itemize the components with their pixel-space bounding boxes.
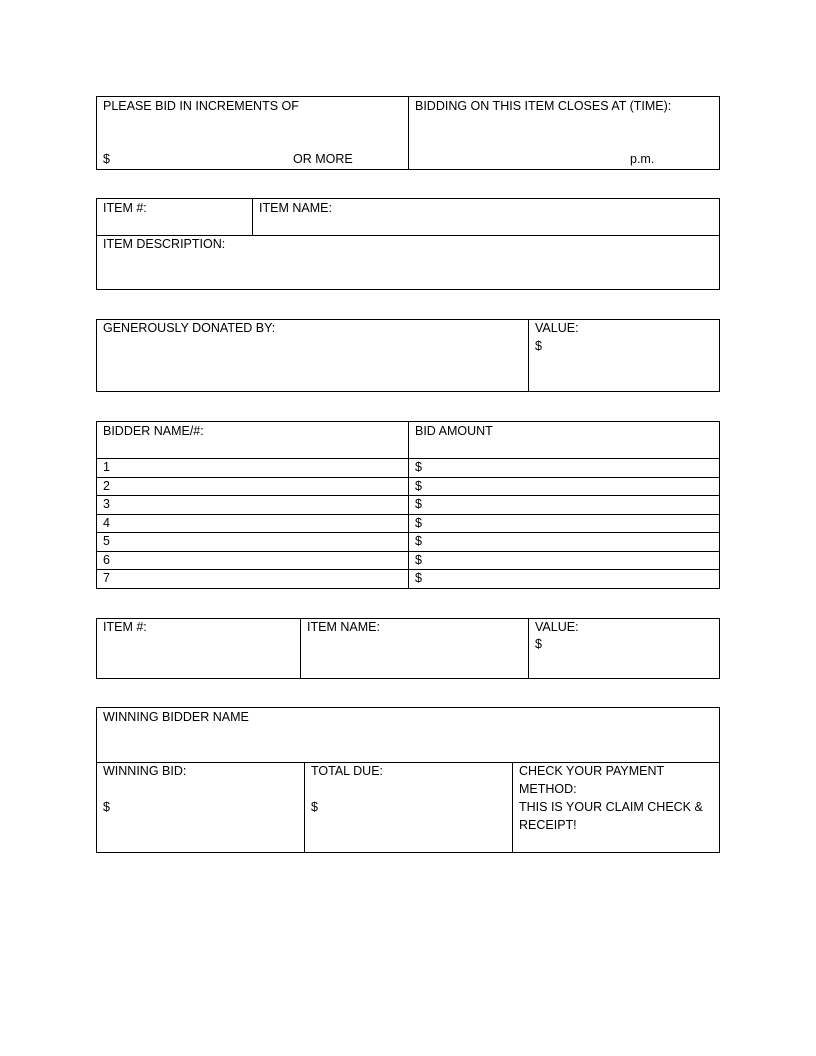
winning-bid-currency: $ (103, 800, 110, 814)
claim-item-name-cell[interactable] (301, 619, 528, 678)
winning-bid-label: WINNING BID: (103, 764, 187, 778)
item-number-label: ITEM #: (103, 201, 147, 215)
bid-row-number: 2 (103, 479, 110, 493)
bid-row[interactable] (97, 552, 719, 570)
donated-by-label: GENEROUSLY DONATED BY: (103, 321, 276, 335)
claim-check-note: THIS IS YOUR CLAIM CHECK & RECEIPT! (519, 800, 703, 832)
total-due-currency: $ (311, 800, 318, 814)
bid-row-currency: $ (415, 479, 422, 493)
claim-item-name-label: ITEM NAME: (307, 620, 380, 634)
winning-bidder-name-cell[interactable] (97, 708, 719, 762)
payment-method-cell[interactable] (513, 763, 719, 852)
bid-row[interactable] (97, 478, 719, 496)
bid-row-number: 6 (103, 553, 110, 567)
bid-terms-box (96, 96, 720, 170)
item-description-label: ITEM DESCRIPTION: (103, 237, 226, 251)
bid-row[interactable] (97, 515, 719, 533)
amount-header: BID AMOUNT (415, 424, 493, 438)
increment-label: PLEASE BID IN INCREMENTS OF (103, 99, 299, 113)
winning-bid-cell[interactable] (97, 763, 304, 852)
bid-row[interactable] (97, 570, 719, 588)
item-description-cell[interactable] (97, 236, 719, 289)
total-due-label: TOTAL DUE: (311, 764, 384, 778)
increment-cell[interactable] (97, 97, 408, 169)
donation-value-cell[interactable] (529, 320, 719, 391)
increment-currency: $ (103, 152, 110, 166)
bid-row[interactable] (97, 533, 719, 552)
bid-table-header (97, 422, 719, 459)
closing-time-cell[interactable] (409, 97, 719, 169)
item-name-label: ITEM NAME: (259, 201, 332, 215)
donation-box (96, 319, 720, 392)
claim-item-number-label: ITEM #: (103, 620, 147, 634)
donated-by-cell[interactable] (97, 320, 528, 391)
claim-value-cell[interactable] (529, 619, 719, 678)
claim-item-number-cell[interactable] (97, 619, 300, 678)
claim-value-label: VALUE: (535, 620, 579, 634)
bid-row[interactable] (97, 496, 719, 515)
total-due-cell[interactable] (305, 763, 512, 852)
bid-row-number: 4 (103, 516, 110, 530)
bid-row[interactable] (97, 459, 719, 478)
bid-row-number: 1 (103, 460, 110, 474)
donation-value-label: VALUE: (535, 321, 579, 335)
bid-row-currency: $ (415, 497, 422, 511)
bid-table (96, 421, 720, 589)
claim-value-currency: $ (535, 637, 542, 651)
winning-bidder-name-label: WINNING BIDDER NAME (103, 710, 249, 724)
bid-row-currency: $ (415, 553, 422, 567)
bidder-header: BIDDER NAME/#: (103, 424, 204, 438)
winner-box (96, 707, 720, 853)
item-name-cell[interactable] (253, 199, 719, 235)
increment-suffix: OR MORE (293, 152, 353, 166)
claim-item-box (96, 618, 720, 679)
payment-method-label: CHECK YOUR PAYMENT METHOD: (519, 764, 664, 796)
bid-row-number: 3 (103, 497, 110, 511)
bid-row-currency: $ (415, 571, 422, 585)
item-info-box (96, 198, 720, 290)
item-number-cell[interactable] (97, 199, 252, 235)
bid-row-number: 5 (103, 534, 110, 548)
closing-time-suffix: p.m. (630, 152, 655, 166)
bid-row-currency: $ (415, 460, 422, 474)
bid-row-currency: $ (415, 516, 422, 530)
closing-time-label: BIDDING ON THIS ITEM CLOSES AT (TIME): (415, 99, 672, 113)
bid-row-currency: $ (415, 534, 422, 548)
bid-row-number: 7 (103, 571, 110, 585)
donation-value-currency: $ (535, 339, 542, 353)
